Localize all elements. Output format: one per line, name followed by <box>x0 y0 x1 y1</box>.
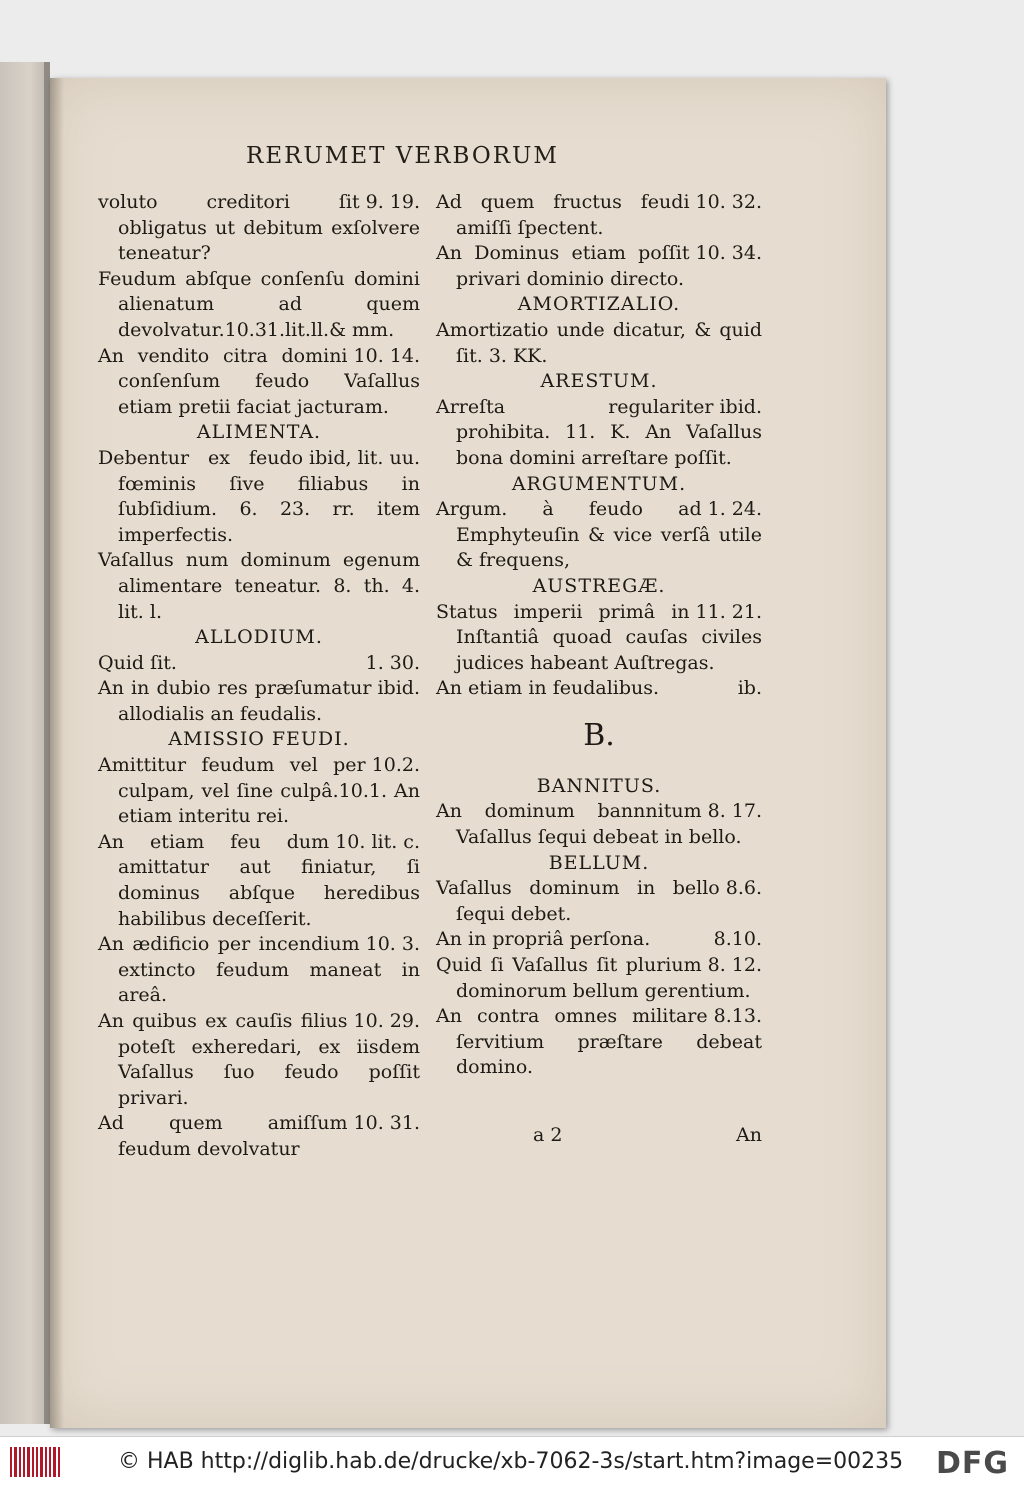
entry-text: Amortizatio unde dicatur, & quid ſit. 3. KK. <box>436 318 762 367</box>
entry-text: An in propriâ perſona. <box>436 928 651 951</box>
entry-reference: 1. 24. <box>707 498 762 521</box>
entry-reference: 8. 12. <box>707 954 762 977</box>
entry-text: Ad quem amiſſum feudum devolvatur <box>98 1112 348 1160</box>
entry-reference: 10. 32. <box>695 191 762 213</box>
entry-text: An quibus ex cauſis filius poteſt exheredari, ex iisdem Vaſallus ſuo feudo poſſit privari. <box>98 1010 420 1109</box>
index-entry <box>98 830 420 932</box>
index-entry <box>98 190 420 267</box>
index-entry <box>98 446 420 548</box>
index-entry <box>98 651 420 677</box>
footer-source-link[interactable]: © HAB http://diglib.hab.de/drucke/xb-7062-3s/start.htm?image=00235 <box>118 1449 904 1474</box>
index-heading: ARGUMENTUM. <box>511 472 687 495</box>
index-heading: BANNITUS. <box>536 774 662 797</box>
footer-bar <box>0 1436 1024 1487</box>
index-entry <box>436 600 762 677</box>
entry-reference: 10. 31. <box>353 1112 420 1135</box>
entry-text: Quid ſit. <box>98 651 177 674</box>
signature-mark: a 2 <box>533 1124 563 1146</box>
running-head: RERUMET VERBORUM <box>246 143 559 169</box>
entry-text: Feudum abſque conſenſu domini alienatum ad quem devolvatur.10.31.lit.ll.& mm. <box>98 267 420 341</box>
entry-reference: 11. 21. <box>695 600 762 623</box>
index-entry <box>436 395 762 472</box>
index-heading: ALLODIUM. <box>195 626 323 649</box>
index-entry <box>98 1009 420 1111</box>
entry-text: An etiam feu dum amittatur aut finiatur, ſi dominus abſque heredibus habilibus deceſſerit. <box>98 830 420 930</box>
entry-text: voluto creditori ſit obligatus ut debitum exſolvere teneatur? <box>98 191 420 265</box>
entry-reference: 8.10. <box>713 928 762 951</box>
entry-reference: ibid. <box>719 395 762 418</box>
entry-text: An Dominus etiam poſſit privari dominio directo. <box>436 242 690 290</box>
catchword: An <box>736 1124 762 1146</box>
index-heading: ARESTUM. <box>540 370 658 393</box>
entry-reference: 8.6. <box>725 877 762 900</box>
index-entry <box>436 190 762 241</box>
entry-text: Debentur ex feudo fœminis ſive filiabus in ſubſidium. 6. 23. rr. item imperfectis. <box>98 446 420 546</box>
previous-page-edge <box>0 62 50 1424</box>
index-entry <box>98 932 420 1009</box>
index-heading: AUSTREGÆ. <box>532 574 666 597</box>
entry-reference: 8. 17. <box>707 800 762 823</box>
entry-text: Ad quem fructus feudi amiſſi ſpectent. <box>436 191 690 239</box>
hab-logo-icon <box>10 1447 60 1477</box>
entry-text: Status imperii primâ in Inſtantiâ quoad cauſas civiles judices habeant Auſtregas. <box>436 600 762 674</box>
entry-text: Vaſallus dominum in bello ſequi debet. <box>436 877 720 925</box>
entry-text: An dominum bannnitum Vaſallus ſequi debeat in bello. <box>436 800 742 849</box>
entry-reference: 10. 14. <box>353 344 420 367</box>
right-index-column <box>436 190 762 1081</box>
index-entry <box>436 927 762 953</box>
entry-text: Argum. à feudo ad Emphyteuſin & vice verſâ utile & frequens, <box>436 498 762 572</box>
section-letter: B. <box>583 717 615 753</box>
index-heading: AMISSIO FEUDI. <box>168 728 350 751</box>
entry-text: Vaſallus num dominum egenum alimentare teneatur. 8. th. 4. lit. l. <box>98 549 420 623</box>
entry-reference: 10. lit. c. <box>335 830 420 853</box>
entry-reference: ib. <box>737 677 762 700</box>
page-gutter-shadow <box>50 78 64 1428</box>
index-entry <box>98 753 420 830</box>
index-entry <box>436 497 762 574</box>
entry-reference: 10.2. <box>371 754 420 777</box>
index-heading: BELLUM. <box>548 851 650 874</box>
entry-text: Arreſta regulariter prohibita. 11. K. An Vaſallus bona domini arreſtare poſſit. <box>436 395 762 469</box>
entry-reference: ibid, lit. uu. <box>309 446 420 469</box>
entry-text: An contra omnes militare ſervitium præſtare debeat domino. <box>436 1005 762 1079</box>
entry-text: An ædificio per incendium extincto feudum maneat in areâ. <box>98 933 420 1007</box>
dfg-logo: DFG <box>936 1446 1010 1481</box>
index-entry <box>436 318 762 369</box>
index-entry <box>98 548 420 625</box>
index-entry <box>436 876 762 927</box>
entry-reference: 1. 30. <box>365 651 420 674</box>
index-entry <box>98 267 420 344</box>
index-entry <box>436 799 762 850</box>
index-entry <box>98 1111 420 1162</box>
entry-reference: 10. 29. <box>353 1010 420 1032</box>
index-entry <box>436 1004 762 1081</box>
index-heading: AMORTIZALIO. <box>517 293 681 316</box>
index-entry <box>436 953 762 1004</box>
entry-text: An vendito citra domini conſenſum feudo Vaſallus etiam pretii faciat jacturam. <box>98 344 420 418</box>
entry-reference: 9. 19. <box>365 191 420 213</box>
entry-reference: 10. 3. <box>365 933 420 956</box>
index-entry <box>98 676 420 727</box>
index-entry <box>436 676 762 702</box>
entry-text: An in dubio res præſumatur allodialis an feudalis. <box>98 677 372 725</box>
entry-text: Quid ſi Vaſallus ſit plurium dominorum bellum gerentium. <box>436 954 751 1002</box>
entry-reference: 8.13. <box>713 1005 762 1028</box>
entry-reference: 10. 34. <box>695 242 762 265</box>
index-entry <box>436 241 762 292</box>
entry-reference: ibid. <box>377 677 420 700</box>
entry-text: Amittitur feudum vel per culpam, vel ſine culpâ.10.1. An etiam interitu rei. <box>98 754 420 828</box>
left-index-column <box>98 190 420 1163</box>
entry-text: An etiam in feudalibus. <box>436 677 660 700</box>
index-heading: ALIMENTA. <box>196 421 322 444</box>
index-entry <box>98 344 420 421</box>
